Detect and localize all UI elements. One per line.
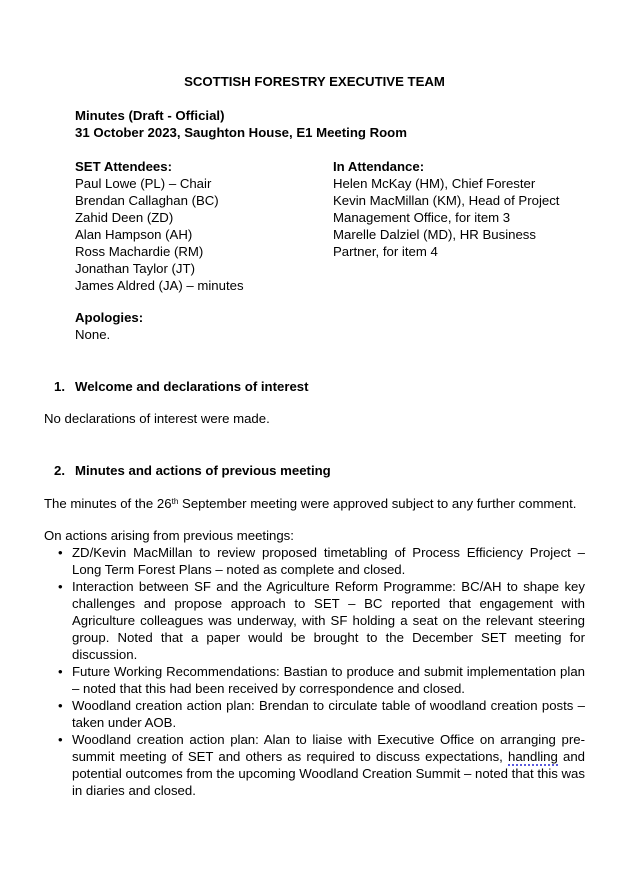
attendee-line: James Aldred (JA) – minutes: [75, 278, 244, 293]
action-bullet-item: [44, 578, 585, 663]
action-bullet-item: [44, 544, 585, 578]
bullet-text-pre: Woodland creation action plan: Alan to liaise with Executive Office on arranging pre-summit meeting of SET and others as required to discuss expectations,: [72, 732, 585, 764]
meta-block: [75, 107, 585, 141]
in-attendance-line: Kevin MacMillan (KM), Head of Project: [333, 193, 560, 208]
section-2-number: 2.: [54, 463, 65, 478]
bullet-marker: •: [58, 664, 63, 679]
set-attendees-heading: SET Attendees:: [75, 159, 172, 174]
actions-lead-line: On actions arising from previous meetings:: [44, 528, 294, 543]
apologies-heading: Apologies:: [75, 310, 144, 325]
action-bullet-item: [44, 663, 585, 697]
attendance-columns: [75, 158, 585, 294]
attendee-line: Brendan Callaghan (BC): [75, 193, 219, 208]
in-attendance-line: Management Office, for item 3: [333, 210, 511, 225]
document-title: SCOTTISH FORESTRY EXECUTIVE TEAM: [184, 74, 445, 89]
attendee-line: Zahid Deen (ZD): [75, 210, 174, 225]
attendee-line: Ross Machardie (RM): [75, 244, 204, 259]
intro-text-post: September meeting were approved subject to any further comment.: [178, 496, 577, 511]
in-attendance-line: Marelle Dalziel (MD), HR Business: [333, 227, 536, 242]
action-bullet-item: [44, 697, 585, 731]
bullet-marker: •: [58, 698, 63, 713]
section-2-heading: [44, 462, 585, 479]
section-2-title: Minutes and actions of previous meeting: [75, 463, 331, 478]
section-1-title: Welcome and declarations of interest: [75, 379, 309, 394]
set-attendees-column: [75, 158, 333, 294]
section-1-heading: [44, 378, 585, 395]
bullet-marker: •: [58, 579, 63, 594]
actions-bullet-list: [44, 544, 585, 799]
section-1-number: 1.: [54, 379, 65, 394]
meta-line-date-location: 31 October 2023, Saughton House, E1 Meeting Room: [75, 125, 407, 140]
attendee-line: Alan Hampson (AH): [75, 227, 193, 242]
bullet-text-post: and potential outcomes from the upcoming Woodland Creation Summit – noted that this was in diaries and closed.: [72, 749, 586, 798]
in-attendance-line: Helen McKay (HM), Chief Forester: [333, 176, 536, 191]
bullet-marker: •: [58, 545, 63, 560]
in-attendance-heading: In Attendance:: [333, 159, 425, 174]
action-bullet-item: [44, 731, 585, 799]
attendee-line: Paul Lowe (PL) – Chair: [75, 176, 212, 191]
intro-text-pre: The minutes of the 26: [44, 496, 172, 511]
meta-line-classification: Minutes (Draft - Official): [75, 108, 225, 123]
spellcheck-flagged-word: handling: [507, 749, 558, 764]
bullet-marker: •: [58, 732, 63, 747]
section-1-body: No declarations of interest were made.: [44, 411, 270, 426]
attendee-line: Jonathan Taylor (JT): [75, 261, 195, 276]
in-attendance-line: Partner, for item 4: [333, 244, 438, 259]
ordinal-superscript: th: [171, 497, 179, 507]
bullet-text: ZD/Kevin MacMillan to review proposed timetabling of Process Efficiency Project – Long Term Forest Plans – noted as complete and closed.: [72, 545, 585, 577]
bullet-text: Future Working Recommendations: Bastian to produce and submit implementation plan – noted that this had been received by correspondence and closed.: [72, 664, 585, 696]
bullet-text: Woodland creation action plan: Brendan to circulate table of woodland creation posts – taken under AOB.: [72, 698, 585, 730]
in-attendance-column: [333, 158, 585, 294]
apologies-block: [75, 309, 585, 343]
section-2-intro-paragraph: [44, 495, 585, 512]
bullet-text: Interaction between SF and the Agriculture Reform Programme: BC/AH to shape key challenges and propose approach to SET – BC reported that engagement with Agriculture colleagues was underway, with SF holding a seat on the relevant steering group. Noted that a paper would be brought to the December SET meeting for discussion.: [72, 579, 585, 662]
apologies-text: None.: [75, 327, 111, 342]
